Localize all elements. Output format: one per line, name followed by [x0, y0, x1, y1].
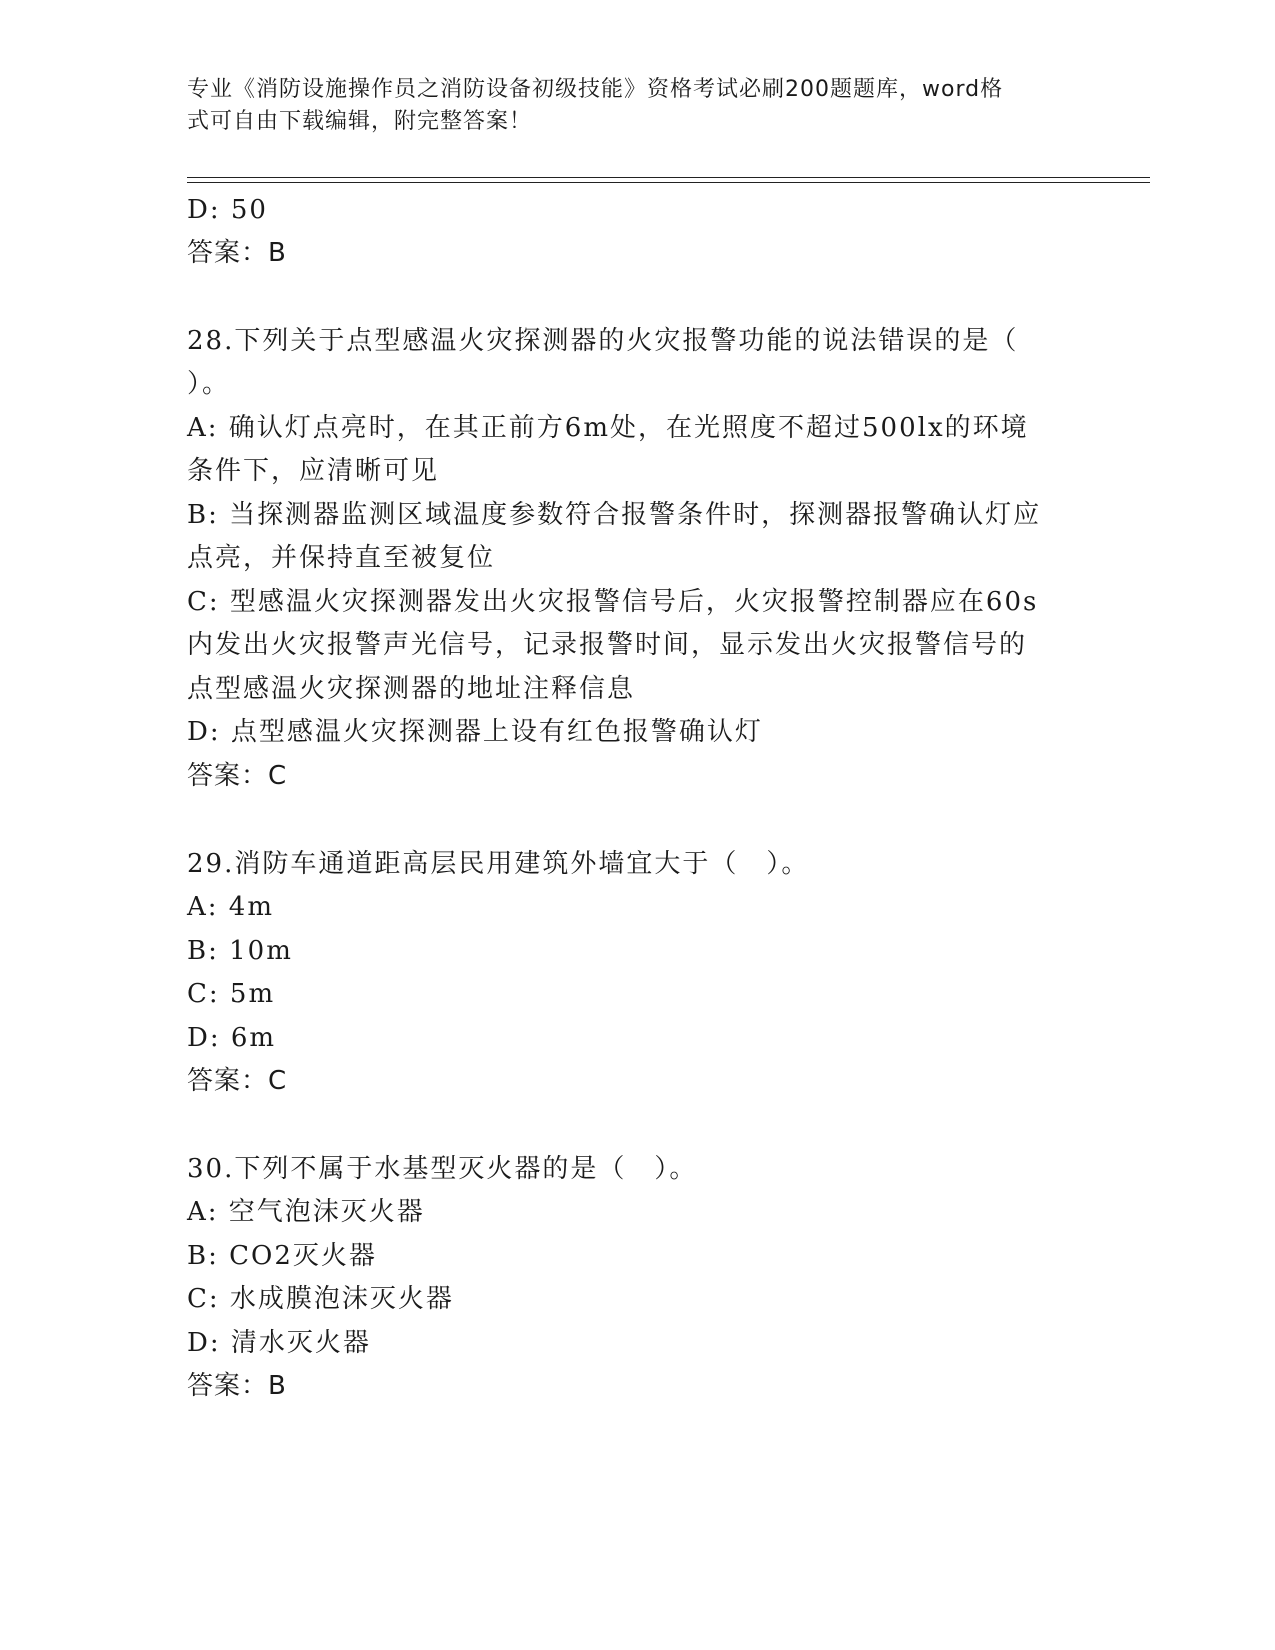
header-divider-bottom: [187, 182, 1150, 183]
q28-option-a-line-2: 条件下，应清晰可见: [187, 456, 440, 486]
page-header: [187, 74, 1067, 138]
q29-answer: 答案：C: [187, 1066, 288, 1096]
header-line-1: 专业《消防设施操作员之消防设备初级技能》资格考试必刷200题题库，word格: [187, 77, 1004, 102]
q28-option-d: D: 点型感温火灾探测器上设有红色报警确认灯: [187, 717, 763, 747]
q28-answer: 答案：C: [187, 761, 288, 791]
q29-stem: 29.消防车通道距高层民用建筑外墙宜大于（ ）。: [187, 849, 810, 879]
q28-stem-line-2: ）。: [187, 369, 231, 399]
q28-option-b-line-2: 点亮，并保持直至被复位: [187, 543, 496, 573]
q29-option-d: D: 6m: [187, 1023, 277, 1053]
q30-option-a: A: 空气泡沫灭火器: [187, 1197, 425, 1227]
q27-answer: 答案：B: [187, 238, 287, 268]
q28-option-c-line-3: 点型感温火灾探测器的地址注释信息: [187, 674, 636, 704]
q29-option-b: B: 10m: [187, 936, 293, 966]
q30-option-d: D: 清水灭火器: [187, 1328, 371, 1358]
q28-stem-line-1: 28.下列关于点型感温火灾探测器的火灾报警功能的说法错误的是（: [187, 326, 1019, 356]
header-line-2: 式可自由下载编辑，附完整答案！: [187, 109, 533, 134]
q28-option-c-line-1: C: 型感温火灾探测器发出火灾报警信号后，火灾报警控制器应在60s: [187, 587, 1039, 617]
q30-answer: 答案：B: [187, 1371, 287, 1401]
q29-option-c: C: 5m: [187, 979, 276, 1009]
q28-option-a-line-1: A: 确认灯点亮时，在其正前方6m处，在光照度不超过500lx的环境: [187, 413, 1029, 443]
q27-option-d: D: 50: [187, 195, 268, 225]
q30-option-b: B: CO2灭火器: [187, 1241, 377, 1271]
q28-option-b-line-1: B: 当探测器监测区域温度参数符合报警条件时，探测器报警确认灯应: [187, 500, 1042, 530]
q29-option-a: A: 4m: [187, 892, 274, 922]
q30-option-c: C: 水成膜泡沫灭火器: [187, 1284, 454, 1314]
q30-stem: 30.下列不属于水基型灭火器的是（ ）。: [187, 1154, 698, 1184]
q28-option-c-line-2: 内发出火灾报警声光信号，记录报警时间，显示发出火灾报警信号的: [187, 630, 1028, 660]
header-divider-top: [187, 177, 1150, 178]
